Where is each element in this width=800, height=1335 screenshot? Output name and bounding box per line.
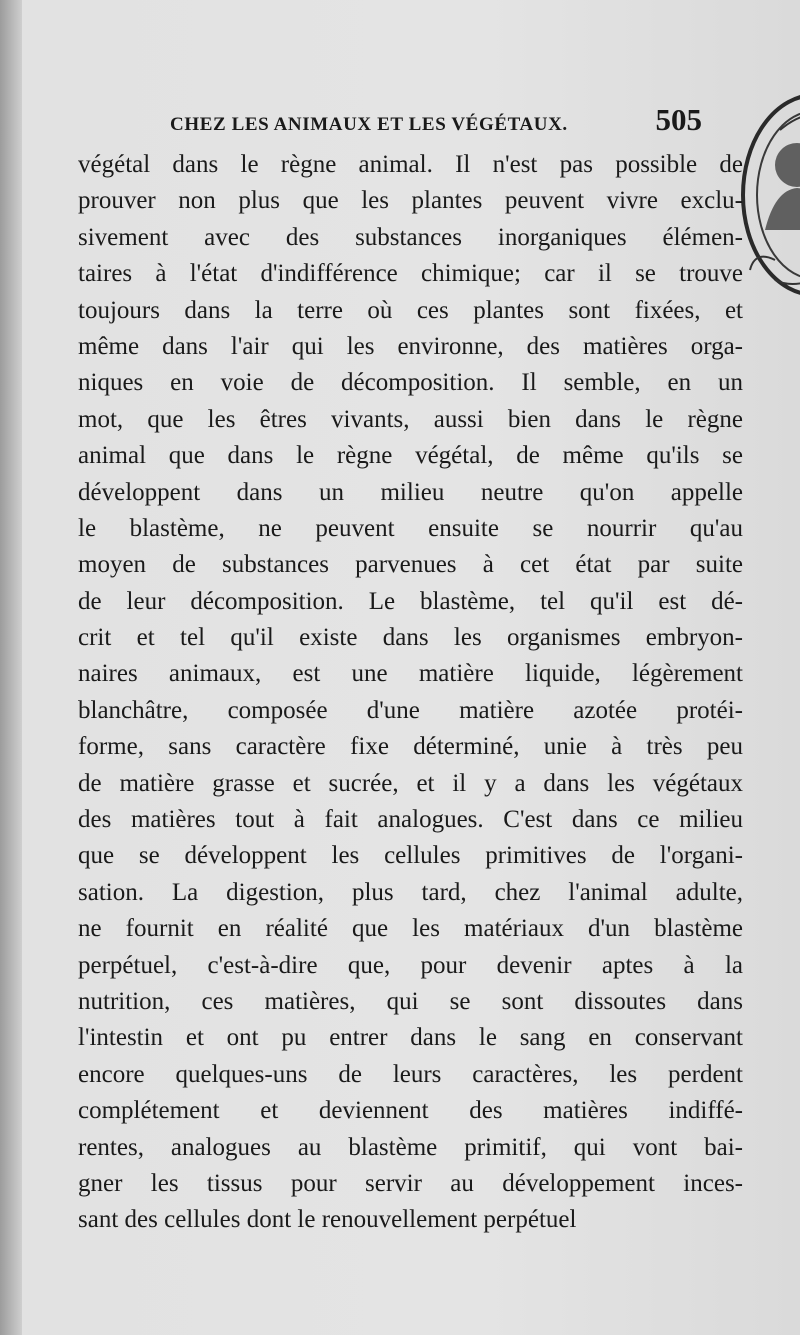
text-line: même dans l'air qui les environne, des matières orga- bbox=[78, 332, 743, 360]
text-line: toujours dans la terre où ces plantes sont fixées, et bbox=[78, 296, 743, 324]
text-line: forme, sans caractère fixe déterminé, unie à très peu bbox=[78, 733, 743, 761]
text-line: que se développent les cellules primitives de l'organi- bbox=[78, 842, 743, 870]
library-stamp bbox=[735, 90, 800, 305]
text-line: blanchâtre, composée d'une matière azotée protéi- bbox=[78, 696, 743, 724]
text-line: ne fournit en réalité que les matériaux d'un blastème bbox=[78, 915, 743, 943]
text-line: complétement et deviennent des matières indiffé- bbox=[78, 1097, 743, 1125]
text-line: sivement avec des substances inorganiques élémen- bbox=[78, 223, 743, 251]
text-line: nutrition, ces matières, qui se sont dissoutes dans bbox=[78, 987, 743, 1015]
text-line: sation. La digestion, plus tard, chez l'animal adulte, bbox=[78, 878, 743, 906]
text-line: gner les tissus pour servir au développement inces- bbox=[78, 1169, 743, 1197]
text-line: végétal dans le règne animal. Il n'est pas possible de bbox=[78, 151, 743, 178]
running-head: CHEZ LES ANIMAUX ET LES VÉGÉTAUX. bbox=[170, 114, 568, 135]
text-line: naires animaux, est une matière liquide, légèrement bbox=[78, 660, 743, 688]
text-line: des matières tout à fait analogues. C'est dans ce milieu bbox=[78, 806, 743, 834]
text-line: mot, que les êtres vivants, aussi bien dans le règne bbox=[78, 405, 743, 433]
text-line: le blastème, ne peuvent ensuite se nourrir qu'au bbox=[78, 514, 743, 542]
text-line: taires à l'état d'indifférence chimique; car il se trouve bbox=[78, 260, 743, 288]
text-line: développent dans un milieu neutre qu'on appelle bbox=[78, 478, 743, 506]
text-line: crit et tel qu'il existe dans les organismes embryon- bbox=[78, 624, 743, 652]
text-line: perpétuel, c'est-à-dire que, pour devenir aptes à la bbox=[78, 951, 743, 979]
body-text bbox=[78, 147, 743, 1239]
page-gutter-shadow bbox=[0, 0, 22, 1335]
text-line: prouver non plus que les plantes peuvent vivre exclu- bbox=[78, 187, 743, 215]
page-number: 505 bbox=[655, 102, 702, 137]
text-line: niques en voie de décomposition. Il semble, en un bbox=[78, 369, 743, 397]
page-header bbox=[170, 102, 710, 142]
text-line: de leur décomposition. Le blastème, tel qu'il est dé- bbox=[78, 587, 743, 615]
text-line: encore quelques-uns de leurs caractères, les perdent bbox=[78, 1060, 743, 1088]
text-line: l'intestin et ont pu entrer dans le sang en conservant bbox=[78, 1024, 743, 1052]
text-line: de matière grasse et sucrée, et il y a dans les végétaux bbox=[78, 769, 743, 797]
text-line: sant des cellules dont le renouvellement perpétuel bbox=[78, 1206, 577, 1234]
text-line: rentes, analogues au blastème primitif, qui vont bai- bbox=[78, 1133, 743, 1161]
text-line: animal que dans le règne végétal, de même qu'ils se bbox=[78, 442, 743, 470]
text-line: moyen de substances parvenues à cet état par suite bbox=[78, 551, 743, 579]
